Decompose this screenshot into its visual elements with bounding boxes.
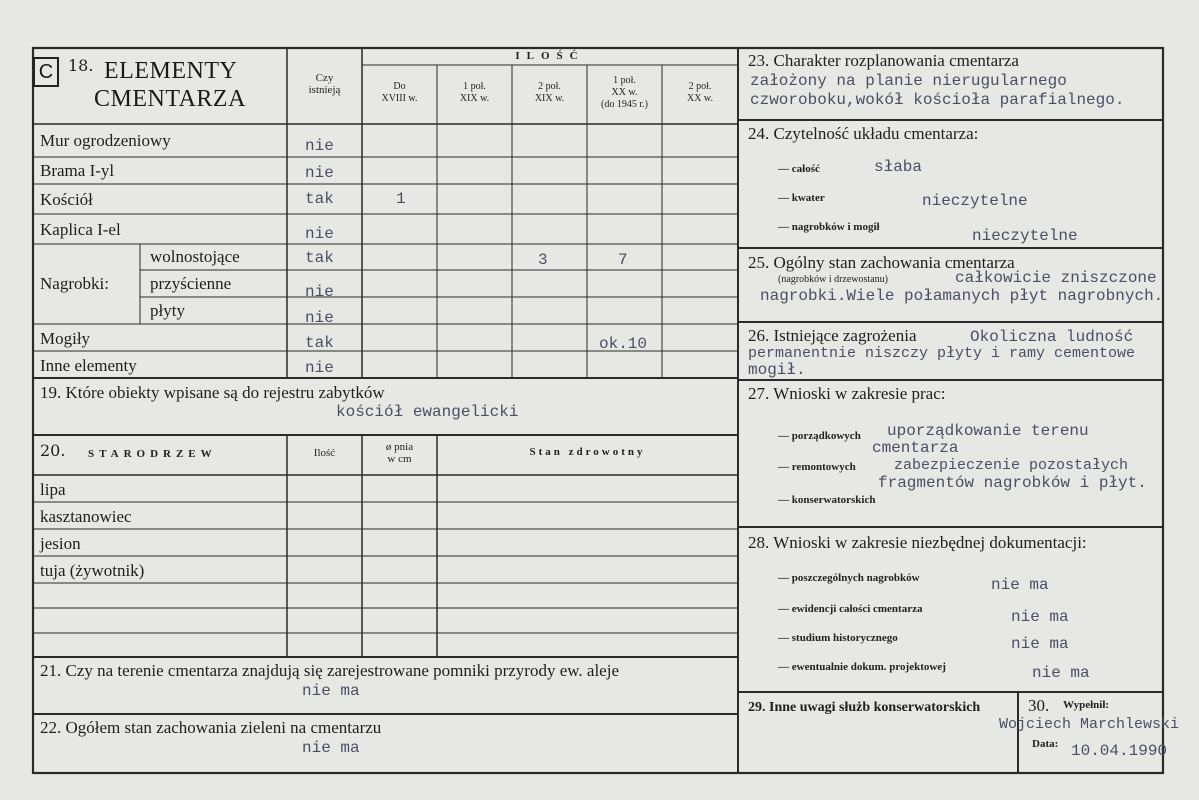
section-29-number bbox=[748, 699, 980, 716]
section-27-label: 27. Wnioski w zakresie prac: bbox=[748, 384, 946, 403]
section-22-value: nie ma bbox=[302, 739, 360, 757]
section-23-label: 23. Charakter rozplanowania cmentarza bbox=[748, 51, 1019, 70]
section-29-label: 29. Inne uwagi służb konserwatorskich bbox=[748, 700, 981, 715]
exists-header-2: istnieją bbox=[308, 84, 341, 96]
row-kosciol-do18: 1 bbox=[396, 190, 406, 208]
tree-3: jesion bbox=[40, 534, 81, 553]
col-pnia-2: w cm bbox=[387, 453, 412, 465]
section-23-line2: czworoboku,wokół kościoła parafialnego. bbox=[750, 91, 1125, 109]
section-24-item-2-label: — kwater bbox=[778, 192, 825, 204]
row-exists-mogily: tak bbox=[305, 334, 334, 352]
period-5-l2: XX w. bbox=[686, 93, 713, 104]
row-label-mogily: Mogiły bbox=[40, 329, 91, 348]
section-28-item-2-value: nie ma bbox=[1011, 608, 1069, 626]
section-24-label: 24. Czytelność układu cmentarza: bbox=[748, 124, 979, 143]
period-4-l3: (do 1945 r.) bbox=[601, 99, 648, 110]
section-21-value: nie ma bbox=[302, 682, 360, 700]
row-label-kosciol: Kościół bbox=[40, 190, 93, 209]
section-24-item-1-label: — całość bbox=[778, 163, 820, 175]
row-label-brama: Brama I-yl bbox=[40, 161, 115, 180]
row-mogily-p1-20: ok.10 bbox=[599, 335, 648, 353]
filled-by-value: Wojciech Marchlewski bbox=[999, 716, 1180, 733]
ilosc-header: ILOŚĆ bbox=[515, 50, 585, 62]
col-pnia-1: ø pnia bbox=[385, 441, 414, 453]
tree-4: tuja (żywotnik) bbox=[40, 561, 145, 580]
section-25-line2: nagrobki.Wiele połamanych płyt nagrobnych. bbox=[760, 287, 1164, 305]
section-25-line1: całkowicie zniszczone bbox=[955, 269, 1157, 287]
tree-1: lipa bbox=[40, 480, 66, 499]
section-18-title-2: CMENTARZA bbox=[94, 86, 246, 112]
section-19-value: kościół ewangelicki bbox=[336, 403, 519, 421]
section-28-item-1-label: — poszczególnych nagrobków bbox=[778, 572, 920, 584]
row-exists-plyty: nie bbox=[305, 309, 334, 327]
section-28-item-3-value: nie ma bbox=[1011, 635, 1069, 653]
section-27-rem-label: — remontowych bbox=[778, 461, 856, 473]
period-1-l1: Do bbox=[393, 81, 406, 92]
row-wolno-p1-20: 7 bbox=[618, 251, 628, 269]
section-28-item-4-value: nie ma bbox=[1032, 664, 1090, 682]
period-2-l2: XIX w. bbox=[459, 93, 490, 104]
section-28-item-3-label: — studium historycznego bbox=[778, 632, 898, 644]
section-21-label: 21. Czy na terenie cmentarza znajdują się zarejestrowane pomniki przyrody ew. aleje bbox=[40, 661, 619, 680]
section-26-label: 26. Istniejące zagrożenia bbox=[748, 326, 917, 345]
section-24-item-2-value: nieczytelne bbox=[922, 192, 1028, 210]
tree-2: kasztanowiec bbox=[40, 507, 132, 526]
section-letter-box: C bbox=[33, 57, 59, 87]
row-label-kaplica: Kaplica I-el bbox=[40, 220, 121, 239]
row-label-plyty: płyty bbox=[150, 301, 185, 320]
period-5-l1: 2 poł. bbox=[688, 81, 712, 92]
row-exists-brama: nie bbox=[305, 164, 334, 182]
period-3-l2: XIX w. bbox=[534, 93, 565, 104]
section-20-header: STARODRZEW bbox=[88, 448, 217, 460]
row-label-przysc: przyścienne bbox=[150, 274, 232, 293]
section-28-item-2-label: — ewidencji całości cmentarza bbox=[778, 603, 923, 615]
row-exists-przysc: nie bbox=[305, 283, 334, 301]
section-26-line2: permanentnie niszczy płyty i ramy cementowe bbox=[748, 345, 1136, 362]
section-27-kons-label: — konserwatorskich bbox=[778, 494, 876, 506]
section-30-number: 30. bbox=[1028, 696, 1050, 715]
row-exists-wolno: tak bbox=[305, 249, 334, 267]
section-24-item-3-label: — nagrobków i mogił bbox=[778, 221, 880, 233]
col-stan: Stan zdrowotny bbox=[529, 446, 646, 458]
section-25-label: 25. Ogólny stan zachowania cmentarza bbox=[748, 253, 1015, 272]
col-ilosc: Ilość bbox=[313, 447, 336, 459]
section-28-label: 28. Wnioski w zakresie niezbędnej dokumentacji: bbox=[748, 533, 1087, 552]
section-26-line3: mogił. bbox=[748, 361, 806, 379]
period-4-l1: 1 poł. bbox=[613, 75, 636, 86]
section-23-line1: założony na planie nierugularnego bbox=[750, 72, 1067, 90]
section-18-number: 18. bbox=[68, 56, 94, 75]
section-27-rem-line2: fragmentów nagrobków i płyt. bbox=[878, 474, 1147, 492]
section-18-title-1: ELEMENTY bbox=[104, 58, 238, 84]
section-25-sub: (nagrobków i drzewostanu) bbox=[778, 274, 888, 285]
period-3-l1: 2 poł. bbox=[538, 81, 561, 92]
row-label-mur: Mur ogrodzeniowy bbox=[40, 131, 171, 150]
section-24-item-1-value: słaba bbox=[874, 158, 923, 176]
period-4-l2: XX w. bbox=[611, 87, 638, 98]
section-26-line1: Okoliczna ludność bbox=[970, 328, 1134, 346]
row-label-wolno: wolnostojące bbox=[150, 247, 240, 266]
section-27-rem-line1: zabezpieczenie pozostałych bbox=[894, 457, 1129, 474]
date-label: Data: bbox=[1032, 738, 1059, 750]
row-exists-mur: nie bbox=[305, 137, 334, 155]
section-22-label: 22. Ogółem stan zachowania zieleni na cmentarzu bbox=[40, 718, 382, 737]
section-27-porz-label: — porządkowych bbox=[778, 430, 861, 442]
row-wolno-p2-19: 3 bbox=[538, 251, 548, 269]
section-27-porz-line2: cmentarza bbox=[872, 439, 959, 457]
exists-header-1: Czy bbox=[315, 72, 334, 84]
row-exists-kosciol: tak bbox=[305, 190, 334, 208]
section-27-porz-line1: uporządkowanie terenu bbox=[887, 422, 1089, 440]
section-28-item-4-label: — ewentualnie dokum. projektowej bbox=[778, 661, 946, 673]
section-30-label: Wypełnił: bbox=[1063, 699, 1110, 711]
row-label-nagrobki: Nagrobki: bbox=[40, 274, 109, 293]
row-exists-inne: nie bbox=[305, 359, 334, 377]
period-2-l1: 1 poł. bbox=[463, 81, 486, 92]
date-value: 10.04.1990 bbox=[1071, 742, 1168, 760]
section-24-item-3-value: nieczytelne bbox=[972, 227, 1078, 245]
section-19-label: 19. Które obiekty wpisane są do rejestru zabytków bbox=[40, 383, 385, 402]
period-1-l2: XVIII w. bbox=[381, 93, 418, 104]
row-exists-kaplica: nie bbox=[305, 225, 334, 243]
row-label-inne: Inne elementy bbox=[40, 356, 137, 375]
section-20-number: 20. bbox=[40, 441, 66, 460]
section-28-item-1-value: nie ma bbox=[991, 576, 1049, 594]
